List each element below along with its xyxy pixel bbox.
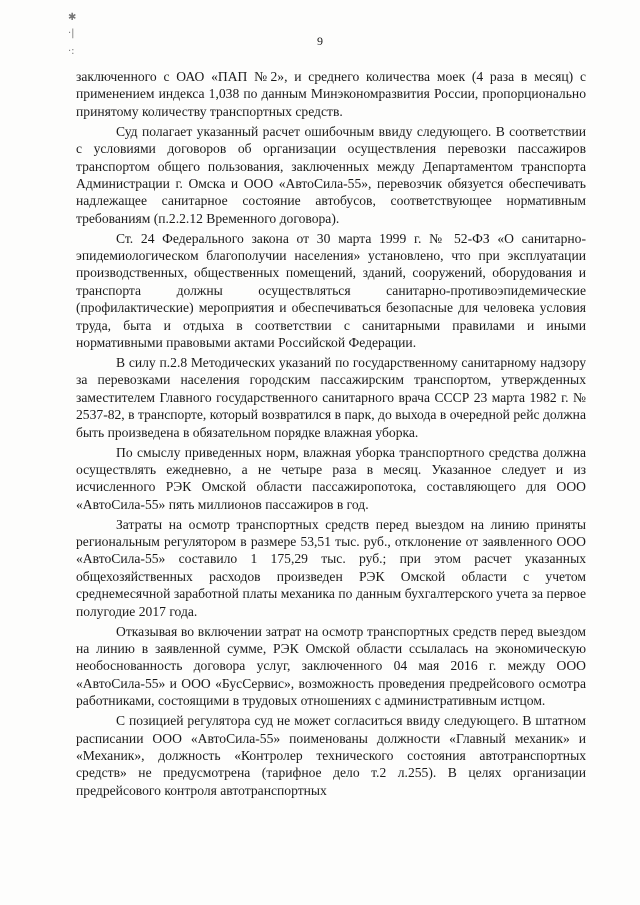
paragraph: С позицией регулятора суд не может согласиться ввиду следующего. В штатном расписании ООО «АвтоСила-55» поименованы должности «Главный механик» и «Механик», должность «Контролер технического состояния автотранспортных средств» не предусмотрена (тарифное дело т.2 л.255). В целях организации предрейсового контроля автотранспортных: [76, 713, 586, 798]
scan-mark: ·|: [68, 28, 75, 39]
document-body: [76, 68, 586, 802]
scan-mark: ✱: [68, 12, 77, 23]
paragraph: По смыслу приведенных норм, влажная уборка транспортного средства должна осуществлять ежедневно, а не четыре раза в месяц. Указанное следует и из исчисленного РЭК Омской области пассажиропотока, составляющего для ООО «АвтоСила-55» пять миллионов пассажиров в год.: [76, 444, 586, 512]
paragraph: Отказывая во включении затрат на осмотр транспортных средств перед выездом на линию в заявленной сумме, РЭК Омской области ссылалась на экономическую необоснованность договора услуг, заключенного 04 мая 2016 г. между ООО «АвтоСила-55» и ООО «БусСервис», возможность проведения предрейсового осмотра работниками, состоящими в трудовых отношениях с административным истцом.: [76, 623, 586, 709]
page-number: 9: [317, 34, 323, 48]
paragraph: заключенного с ОАО «ПАП №2», и среднего количества моек (4 раза в месяц) с применением индекса 1,038 по данным Минэкономразвития России, пропорционально принятому количеству транспортных средств.: [76, 69, 586, 119]
paragraph: Суд полагает указанный расчет ошибочным ввиду следующего. В соответствии с условиями договоров об организации осуществления перевозки пассажиров транспортом общего пользования, заключенных между Департаментом транспорта Администрации г. Омска и ООО «АвтоСила-55», перевозчик обязуется обеспечивать надлежащее санитарное состояние автобусов, соответствующее нормативным требованиям (п.2.2.12 Временного договора).: [76, 123, 586, 226]
scan-mark: ·:: [68, 46, 75, 57]
paragraph: В силу п.2.8 Методических указаний по государственному санитарному надзору за перевозками населения городским пассажирским транспортом, утвержденных заместителем Главного государственного санитарного врача СССР 23 марта 1982 г. № 2537-82, в транспорте, который возвратился в парк, до выхода в очередной рейс должна быть произведена в обязательном порядке влажная уборка.: [76, 355, 586, 440]
paragraph: Ст. 24 Федерального закона от 30 марта 1999 г. № 52-ФЗ «О санитарно-эпидемиологическом благополучии населения» установлено, что при эксплуатации производственных, общественных помещений, зданий, сооружений, оборудования и транспорта должны осуществляться санитарно-противоэпидемические (профилактические) мероприятия и обеспечиваться безопасные для человека условия труда, быта и отдыха в соответствии с санитарными правилами и иными нормативными правовыми актами Российской Федерации.: [76, 230, 586, 351]
paragraph: Затраты на осмотр транспортных средств перед выездом на линию приняты региональным регулятором в размере 53,51 тыс. руб., отклонение от заявленного ООО «АвтоСила-55» составило 1 175,29 тыс. руб.; при этом расчет указанных общехозяйственных расходов произведен РЭК Омской области с учетом среднемесячной заработной платы механика по данным бухгалтерского учета за первое полугодие 2017 года.: [76, 516, 586, 619]
